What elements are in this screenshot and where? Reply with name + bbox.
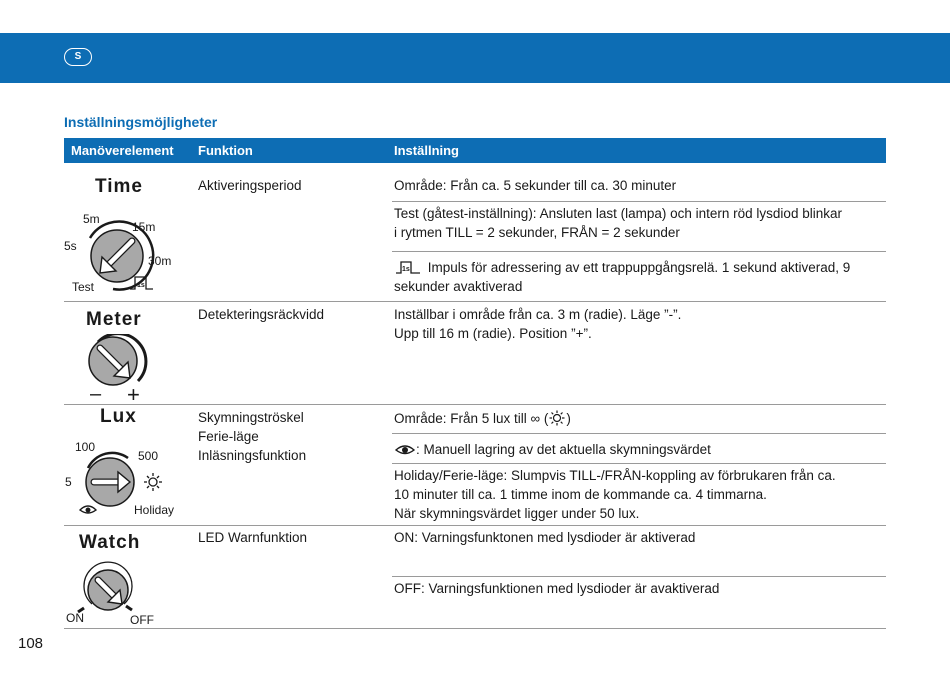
row-divider <box>392 201 886 202</box>
dial-tick <box>126 606 132 610</box>
setting-line: 10 minuter till ca. 1 timme inom de kommande ca. 4 timmarna. <box>394 487 767 502</box>
function-text: Aktiveringsperiod <box>198 178 302 193</box>
setting-text: : Manuell lagring av det aktuella skymningsvärdet <box>394 440 711 459</box>
setting-line: Inställbar i område från ca. 3 m (radie). Läge ”-”. <box>394 307 682 322</box>
setting-text <box>394 466 884 523</box>
time-control-title: Time <box>95 176 144 197</box>
dial-label: 30m <box>148 254 172 268</box>
dial-label: OFF <box>130 613 154 627</box>
section-title: Inställningsmöjligheter <box>64 114 218 130</box>
setting-line: Holiday/Ferie-läge: Slumpvis TILL-/FRÅN-koppling av förbrukaren från ca. <box>394 468 836 483</box>
dial-label: Holiday <box>134 503 175 517</box>
dial-label: + <box>127 382 140 404</box>
lux-dial <box>60 436 190 520</box>
setting-text <box>394 204 884 242</box>
setting-text: ON: Varningsfunktonen med lysdioder är aktiverad <box>394 530 696 545</box>
function-text: Detekteringsräckvidd <box>198 307 325 322</box>
dial-label: – <box>90 383 102 404</box>
dial-label: Test <box>72 280 95 294</box>
row-divider <box>392 576 886 577</box>
dial-label: 5 <box>65 475 72 489</box>
setting-text: Område: Från 5 lux till ∞ ( ) <box>394 411 571 426</box>
dial-label: 15m <box>132 220 156 234</box>
setting-line: sekunder avaktiverad <box>394 279 523 294</box>
dial-label: ON <box>66 611 84 625</box>
pulse-icon <box>394 259 424 275</box>
dial-label: 500 <box>138 449 159 463</box>
table-header <box>64 138 886 163</box>
setting-text: Område: Från ca. 5 sekunder till ca. 30 minuter <box>394 178 677 193</box>
setting-text <box>394 305 884 343</box>
function-line: Ferie-läge <box>198 429 259 444</box>
header-bar <box>0 33 950 83</box>
dial-label: 100 <box>75 440 96 454</box>
setting-line: Test (gåtest-inställning): Ansluten last (lampa) och intern röd lysdiod blinkar <box>394 206 842 221</box>
dial-label: 1s <box>137 282 145 289</box>
function-line: Inläsningsfunktion <box>198 448 307 463</box>
function-text <box>198 408 306 465</box>
language-badge: S <box>64 48 92 66</box>
row-divider <box>64 404 886 405</box>
column-header-setting: Inställning <box>394 143 459 158</box>
svg-text:1s: 1s <box>402 266 410 273</box>
function-text: LED Warnfunktion <box>198 530 308 545</box>
watch-control-title: Watch <box>79 532 141 553</box>
function-line: Skymningströskel <box>198 410 304 425</box>
eye-icon <box>394 443 416 457</box>
setting-line: När skymningsvärdet ligger under 50 lux. <box>394 506 640 521</box>
row-divider <box>64 525 886 526</box>
column-header-control: Manöverelement <box>71 143 174 158</box>
column-header-function: Funktion <box>198 143 253 158</box>
meter-dial <box>78 334 158 404</box>
setting-line: Upp till 16 m (radie). Position ”+”. <box>394 326 592 341</box>
setting-text <box>394 258 884 296</box>
row-divider <box>392 463 886 464</box>
lux-control-title: Lux <box>100 406 137 427</box>
dial-label: 5m <box>83 212 100 226</box>
sun-icon <box>144 473 162 491</box>
page-number: 108 <box>18 635 44 652</box>
row-divider <box>64 301 886 302</box>
dial-label: 5s <box>64 239 77 253</box>
eye-icon <box>80 506 96 513</box>
row-divider <box>64 628 886 629</box>
row-divider <box>392 251 886 252</box>
time-dial <box>60 205 190 297</box>
watch-dial <box>62 560 162 628</box>
setting-line: i rytmen TILL = 2 sekunder, FRÅN = 2 sekunder <box>394 225 680 240</box>
sun-icon <box>548 410 566 426</box>
row-divider <box>392 433 886 434</box>
setting-text: OFF: Varningsfunktionen med lysdioder är avaktiverad <box>394 581 720 596</box>
setting-line: Impuls för adressering av ett trappuppgångsrelä. 1 sekund aktiverad, 9 <box>427 260 851 275</box>
meter-control-title: Meter <box>86 309 142 330</box>
